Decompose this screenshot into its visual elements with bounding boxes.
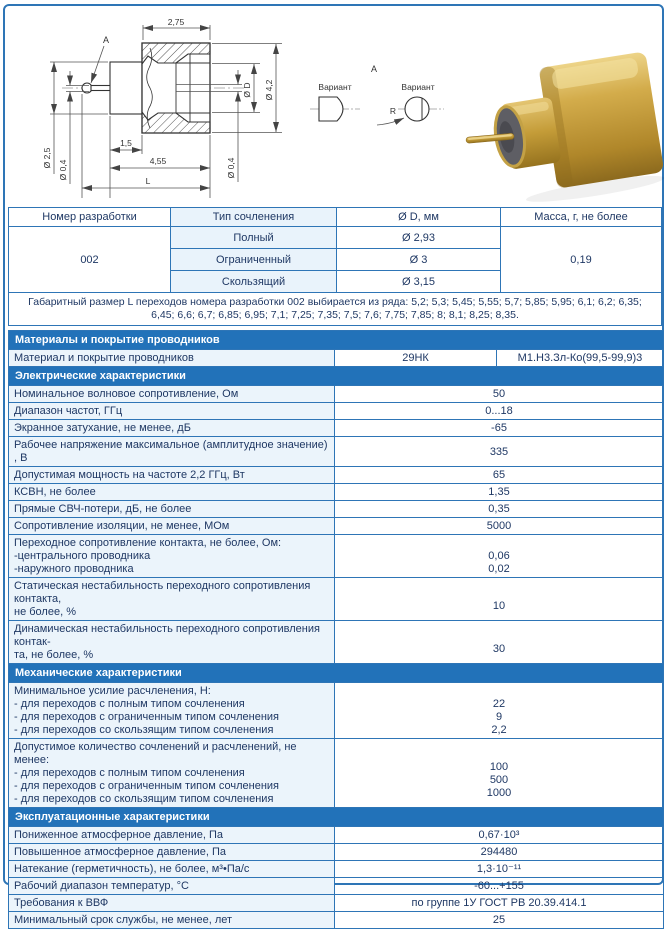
spec-row — [9, 402, 663, 419]
spec-label — [9, 861, 335, 877]
spec-row — [9, 466, 663, 483]
spec-label-line: -наружного проводника — [14, 563, 134, 575]
spec-label — [9, 878, 335, 894]
spec-label-line: Статическая нестабильность переходного сопротивления контакта, — [14, 580, 311, 605]
spec-label — [9, 578, 335, 620]
spec-label — [9, 844, 335, 860]
spec-label-line: - для переходов с полным типом сочленения — [14, 767, 245, 779]
spec-value-line: по группе 1У ГОСТ РВ 20.39.414.1 — [411, 897, 587, 909]
spec-row — [9, 577, 663, 620]
dia-0-4-right-label: Ø 0,4 — [226, 157, 236, 179]
variant2-shape — [405, 97, 429, 121]
spec-value-line: 1,35 — [488, 486, 510, 498]
spec-label-line: Динамическая нестабильность переходного сопротивления контак- — [14, 623, 320, 648]
spec-label-line: Допустимое количество сочленений и расчленений, не менее: — [14, 741, 297, 766]
spec-label-line: - для переходов с полным типом сочленения — [14, 698, 245, 710]
spec-row — [9, 534, 663, 577]
spec-label-line: Минимальное усилие расчленения, Н: — [14, 685, 211, 697]
spec-value-line: 9 — [495, 711, 503, 723]
spec-label — [9, 683, 335, 738]
spec-label-line: Экранное затухание, не менее, дБ — [14, 422, 191, 434]
spec-value-line: 335 — [489, 445, 509, 458]
spec-row — [9, 517, 663, 534]
spec-label-line: Повышенное атмосферное давление, Па — [14, 846, 227, 858]
spec-value-line: 5000 — [486, 520, 512, 532]
spec-label-line: Допустимая мощность на частоте 2,2 ГГц, Вт — [14, 469, 245, 481]
spec-value-line: 100 — [489, 760, 509, 773]
spec-row — [9, 843, 663, 860]
mate-type-cell: Скользящий — [171, 271, 337, 293]
spec-value-line: 50 — [492, 388, 506, 400]
spec-label — [9, 403, 335, 419]
spec-label-line: -центрального проводника — [14, 550, 151, 562]
mass-cell: 0,19 — [501, 227, 662, 293]
spec-value — [335, 621, 663, 663]
dim-4-55: 4,55 — [149, 156, 167, 166]
spec-label-line: та, не более, % — [14, 649, 94, 661]
spec-label-line: КСВН, не более — [14, 486, 96, 498]
spec-value — [335, 861, 663, 877]
section-header: Механические характеристики — [9, 663, 663, 682]
spec-value — [335, 467, 663, 483]
spec-value-line: -60...+155 — [474, 880, 524, 892]
mate-type-cell: Полный — [171, 227, 337, 249]
spec-value — [335, 420, 663, 436]
spec-value-line: 0,35 — [488, 503, 510, 515]
spec-label — [9, 501, 335, 517]
spec-label-line: Рабочий диапазон температур, °С — [14, 880, 189, 892]
spec-row — [9, 620, 663, 663]
development-table — [8, 207, 662, 326]
spec-value — [335, 844, 663, 860]
spec-value-line: 2,2 — [491, 724, 507, 736]
diameter-cell: Ø 3,15 — [337, 271, 501, 293]
dia-d-label: Ø D — [242, 82, 252, 98]
dev-number-cell: 002 — [9, 227, 171, 293]
spec-row — [9, 419, 663, 436]
col-header-mate-type: Тип сочленения — [171, 208, 337, 227]
spec-value-line — [337, 685, 661, 698]
mate-type-cell: Ограниченный — [171, 249, 337, 271]
variant1-label: Вариант — [318, 82, 352, 92]
spec-value-line: 25 — [492, 914, 506, 926]
spec-label — [9, 420, 335, 436]
diameter-cell: Ø 3 — [337, 249, 501, 271]
dim-2-75: 2,75 — [167, 17, 185, 27]
spec-value — [335, 878, 663, 894]
dia-4-2-label: Ø 4,2 — [264, 79, 274, 101]
spec-row — [9, 877, 663, 894]
spec-label-line: - для переходов с ограниченным типом сочленения — [14, 711, 279, 723]
dia-0-4-left-label: Ø 0,4 — [58, 159, 68, 181]
spec-row — [9, 738, 663, 807]
col-header-diameter: Ø D, мм — [337, 208, 501, 227]
spec-value-line: 0...18 — [485, 405, 513, 417]
spec-value: 29НК — [335, 350, 497, 366]
spec-row — [9, 682, 663, 738]
variant2-label: Вариант — [401, 82, 435, 92]
spec-value — [335, 403, 663, 419]
spec-value — [335, 535, 663, 577]
connector-photo — [457, 51, 667, 214]
spec-label-line: - для переходов со скользящим типом сочленения — [14, 724, 274, 736]
view-a-label: A — [102, 35, 110, 45]
spec-label — [9, 518, 335, 534]
spec-label — [9, 484, 335, 500]
spec-value-line: 294480 — [480, 846, 518, 858]
spec-label — [9, 437, 335, 466]
spec-value-line: 500 — [489, 773, 509, 786]
insulator-block — [110, 62, 142, 114]
spec-label-line: Натекание (герметичность), не более, м³•Па/с — [14, 863, 250, 875]
spec-value-line — [337, 748, 661, 761]
spec-row — [9, 500, 663, 517]
spec-label-line: - для переходов со скользящим типом сочленения — [14, 793, 274, 805]
spec-row — [9, 911, 663, 928]
spec-label-line: Прямые СВЧ-потери, дБ, не более — [14, 503, 192, 515]
spec-label — [9, 912, 335, 928]
dia-2-5-label: Ø 2,5 — [42, 147, 52, 169]
spec-value — [335, 518, 663, 534]
section-header: Электрические характеристики — [9, 366, 663, 385]
spec-value-line: 0,02 — [488, 563, 510, 575]
technical-drawing — [0, 6, 670, 204]
spec-value-line: 22 — [492, 698, 506, 710]
spec-row — [9, 385, 663, 402]
spec-label-line: Переходное сопротивление контакта, не более, Ом: — [14, 537, 282, 549]
dim-1-5: 1,5 — [120, 138, 132, 148]
length-series-note: Габаритный размер L переходов номера разработки 002 выбирается из ряда: 5,2; 5,3; 5,45; 5,55; 5,7; 5,85; 5,95; 6,1; 6,2; 6,35; 6,45; 6,6; 6,7; 6,85; 6,95; 7,1; 7,25; 7,35; 7,5; 7,6; 7,75; 7,85; 8; 8,1; 8,25; 8,35. — [9, 293, 662, 326]
spec-label-line: Требования к ВВФ — [14, 897, 109, 909]
radius-label: R — [389, 106, 397, 116]
spec-label — [9, 827, 335, 843]
characteristics-table — [8, 330, 664, 929]
variant-view-a-label: A — [370, 64, 378, 74]
spec-label-line: Номинальное волновое сопротивление, Ом — [14, 388, 239, 400]
spec-label-line: Сопротивление изоляции, не менее, МОм — [14, 520, 230, 532]
spec-label-line: - для переходов с ограниченным типом сочленения — [14, 780, 279, 792]
spec-value — [335, 578, 663, 620]
spec-value — [335, 484, 663, 500]
connector-section-view — [82, 43, 210, 133]
spec-label — [9, 739, 335, 807]
spec-label — [9, 535, 335, 577]
section-header: Эксплуатационные характеристики — [9, 807, 663, 826]
spec-label-line: Материал и покрытие проводников — [14, 352, 194, 364]
spec-row — [9, 894, 663, 911]
spec-label — [9, 895, 335, 911]
spec-value — [335, 386, 663, 402]
spec-label-line: Рабочее напряжение максимальное (амплитудное значение) , В — [14, 439, 328, 464]
diameter-cell: Ø 2,93 — [337, 227, 501, 249]
spec-value — [335, 739, 663, 807]
variant-views — [310, 64, 444, 125]
spec-value: М1.Н3.Зл-Ко(99,5-99,9)3 — [517, 352, 643, 364]
variant1-shape — [319, 97, 343, 121]
spec-value-line: 0,67·10³ — [478, 829, 520, 841]
spec-label — [9, 467, 335, 483]
spec-value-line: 10 — [492, 599, 506, 612]
spec-value-line: 1000 — [486, 786, 512, 799]
spec-value — [335, 501, 663, 517]
section-header: Материалы и покрытие проводников — [9, 330, 663, 349]
spec-value-line: 30 — [492, 642, 506, 655]
spec-row — [9, 826, 663, 843]
spec-row — [9, 860, 663, 877]
spec-label — [9, 386, 335, 402]
dim-l: L — [145, 176, 151, 186]
spec-label-line: Пониженное атмосферное давление, Па — [14, 829, 224, 841]
spec-value-line: -65 — [491, 422, 507, 434]
spec-value-line: 65 — [492, 469, 506, 481]
table-row — [9, 227, 662, 249]
spec-value-line — [337, 630, 661, 643]
spec-value — [335, 895, 663, 911]
spec-row — [9, 483, 663, 500]
spec-value — [335, 912, 663, 928]
spec-label-line: Минимальный срок службы, не менее, лет — [14, 914, 233, 926]
spec-value — [335, 827, 663, 843]
spec-label-line: Диапазон частот, ГГц — [14, 405, 123, 417]
spec-value-line: 1,3·10⁻¹¹ — [476, 863, 522, 875]
col-header-dev-number: Номер разработки — [9, 208, 171, 227]
spec-value — [335, 437, 663, 466]
spec-label-line: не более, % — [14, 606, 76, 618]
spec-value — [335, 683, 663, 738]
spec-value-line — [337, 587, 661, 600]
spec-value-line — [337, 537, 661, 550]
spec-label — [9, 621, 335, 663]
col-header-mass: Масса, г, не более — [501, 208, 662, 227]
spec-row — [9, 436, 663, 466]
spec-label — [9, 350, 335, 366]
spec-row — [9, 349, 663, 366]
spec-value-line: 0,06 — [488, 550, 510, 562]
